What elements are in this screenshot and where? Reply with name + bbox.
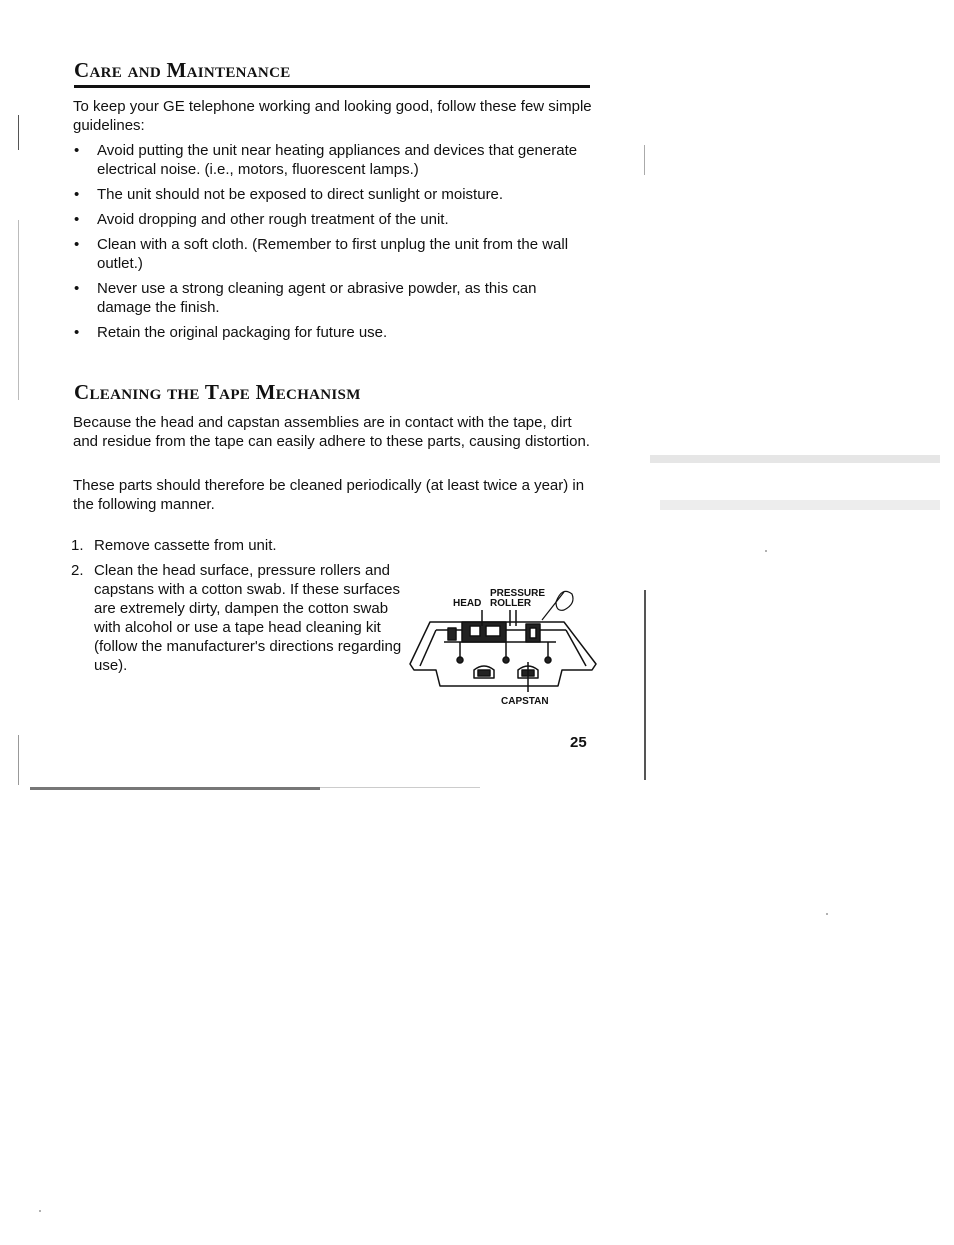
intro-paragraph: To keep your GE telephone working and looking good, follow these few simple guidelines: [73, 98, 592, 134]
bullet-icon: • [74, 142, 80, 159]
scan-artifact [18, 735, 19, 785]
figure-label-roller: ROLLER [490, 598, 532, 609]
list-item [73, 235, 593, 273]
list-item [73, 279, 593, 317]
guidelines-list [73, 141, 593, 348]
list-item-text: Avoid putting the unit near heating appliances and devices that generate electrical noise. (i.e., motors, fluorescent lamps.) [97, 142, 578, 178]
list-item [73, 210, 593, 229]
list-item [73, 141, 593, 179]
bullet-icon: • [74, 186, 80, 203]
section-heading-cleaning-tape: Cleaning the Tape Mechanism [74, 380, 361, 404]
scan-artifact [660, 500, 940, 510]
step-number: 1. [71, 537, 84, 554]
bullet-icon: • [74, 324, 80, 341]
step-number: 2. [71, 562, 84, 579]
step-text: Clean the head surface, pressure rollers and capstans with a cotton swab. If these surfaces are extremely dirty, dampen the cotton swab with alcohol or use a tape head cleaning kit (follow the manufacturer's directions regarding use). [94, 562, 402, 674]
bullet-icon: • [74, 280, 80, 297]
list-item-text: Retain the original packaging for future use. [97, 324, 388, 341]
scan-artifact [30, 787, 320, 790]
cleaning-paragraph-2: These parts should therefore be cleaned periodically (at least twice a year) in the following manner. [73, 477, 585, 513]
scan-artifact [765, 550, 767, 552]
cleaning-steps-list [71, 536, 411, 681]
figure-label-pressure: PRESSURE [490, 588, 546, 599]
list-item [73, 185, 593, 204]
step-text: Remove cassette from unit. [94, 537, 277, 554]
scan-artifact [644, 590, 646, 780]
scan-artifact [18, 115, 19, 150]
scan-artifact [650, 455, 940, 463]
scan-artifact [39, 1210, 41, 1212]
scan-artifact [320, 787, 480, 788]
bullet-icon: • [74, 211, 80, 228]
list-item-text: Clean with a soft cloth. (Remember to first unplug the unit from the wall outlet.) [97, 236, 569, 272]
scan-artifact [18, 220, 19, 400]
figure-label-head: HEAD [453, 598, 482, 609]
list-item-text: The unit should not be exposed to direct sunlight or moisture. [97, 186, 504, 203]
list-item-text: Avoid dropping and other rough treatment of the unit. [97, 211, 449, 228]
heading-underline [74, 85, 590, 88]
scan-artifact [826, 913, 828, 915]
scan-artifact [644, 145, 645, 175]
list-item [71, 536, 411, 555]
bullet-icon: • [74, 236, 80, 253]
list-item [73, 323, 593, 342]
cleaning-paragraph-1: Because the head and capstan assemblies are in contact with the tape, dirt and residue from the tape can easily adhere to these parts, causing distortion. [73, 414, 590, 450]
list-item [71, 561, 411, 675]
page-number: 25 [570, 734, 587, 751]
figure-label-capstan: CAPSTAN [501, 696, 549, 707]
list-item-text: Never use a strong cleaning agent or abrasive powder, as this can damage the finish. [97, 280, 537, 316]
section-heading-care-maintenance: Care and Maintenance [74, 58, 291, 82]
tape-mechanism-figure [406, 582, 602, 712]
